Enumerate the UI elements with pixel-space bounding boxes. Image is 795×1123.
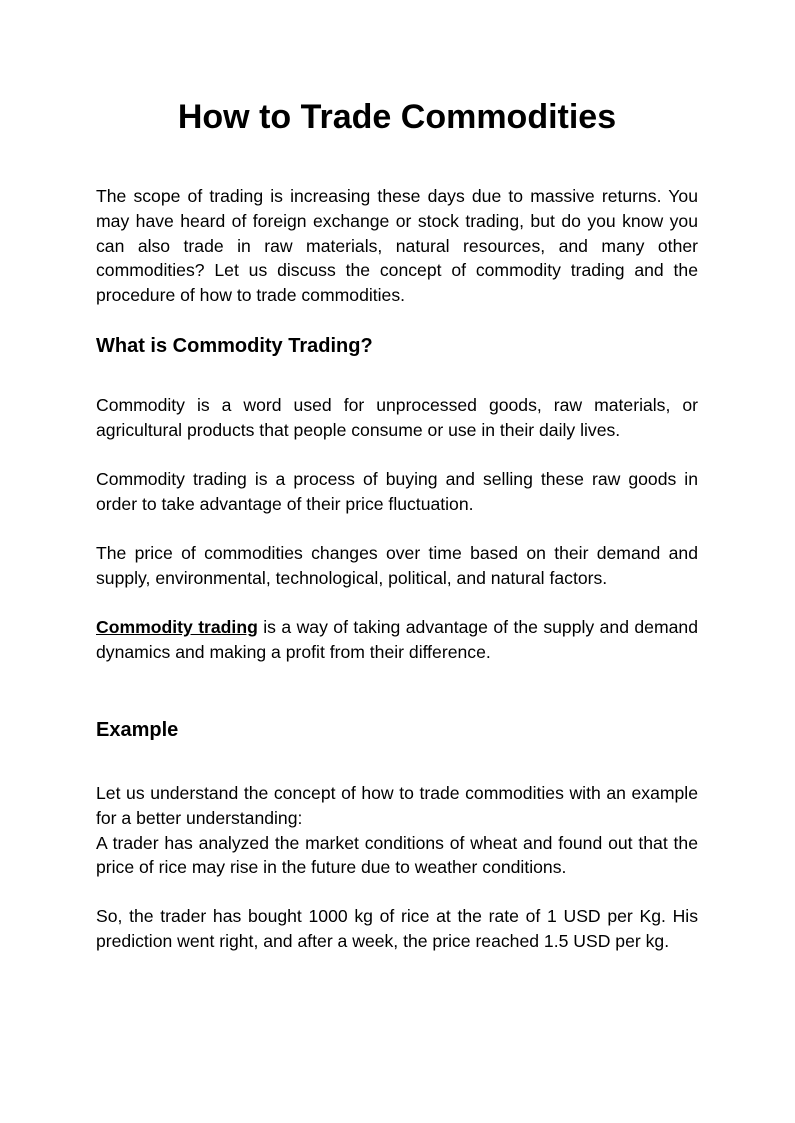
- intro-paragraph: The scope of trading is increasing these days due to massive returns. You may have heard of foreign exchange or stock trading, but do you know you can also trade in raw materials, natural resources, and many other commodities? Let us discuss the concept of commodity trading and the procedure of how to trade commodities.: [96, 186, 698, 306]
- example-scenario-text: A trader has analyzed the market conditions of wheat and found out that the price of rice may rise in the future due to weather conditions.: [96, 832, 698, 878]
- commodity-trading-summary-paragraph: [96, 615, 698, 665]
- page-title: How to Trade Commodities: [177, 98, 617, 136]
- example-intro-paragraph: [96, 781, 698, 880]
- example-intro-text: Let us understand the concept of how to trade commodities with an example for a better understanding:: [96, 783, 698, 828]
- section-heading-example: Example: [96, 719, 179, 741]
- price-factors-paragraph: The price of commodities changes over time based on their demand and supply, environmental, technological, political, and natural factors.: [96, 543, 698, 588]
- commodity-trading-link[interactable]: Commodity trading: [96, 617, 258, 637]
- summary-text: is a way of taking advantage of the supply and demand dynamics and making a profit from their difference.: [96, 617, 698, 662]
- commodity-definition-paragraph: Commodity is a word used for unprocessed goods, raw materials, or agricultural products that people consume or use in their daily lives.: [96, 395, 698, 440]
- example-result-paragraph: So, the trader has bought 1000 kg of rice at the rate of 1 USD per Kg. His prediction went right, and after a week, the price reached 1.5 USD per kg.: [96, 906, 698, 951]
- section-heading-what-is-commodity-trading: What is Commodity Trading?: [96, 335, 373, 357]
- commodity-trading-process-paragraph: Commodity trading is a process of buying and selling these raw goods in order to take advantage of their price fluctuation.: [96, 469, 698, 514]
